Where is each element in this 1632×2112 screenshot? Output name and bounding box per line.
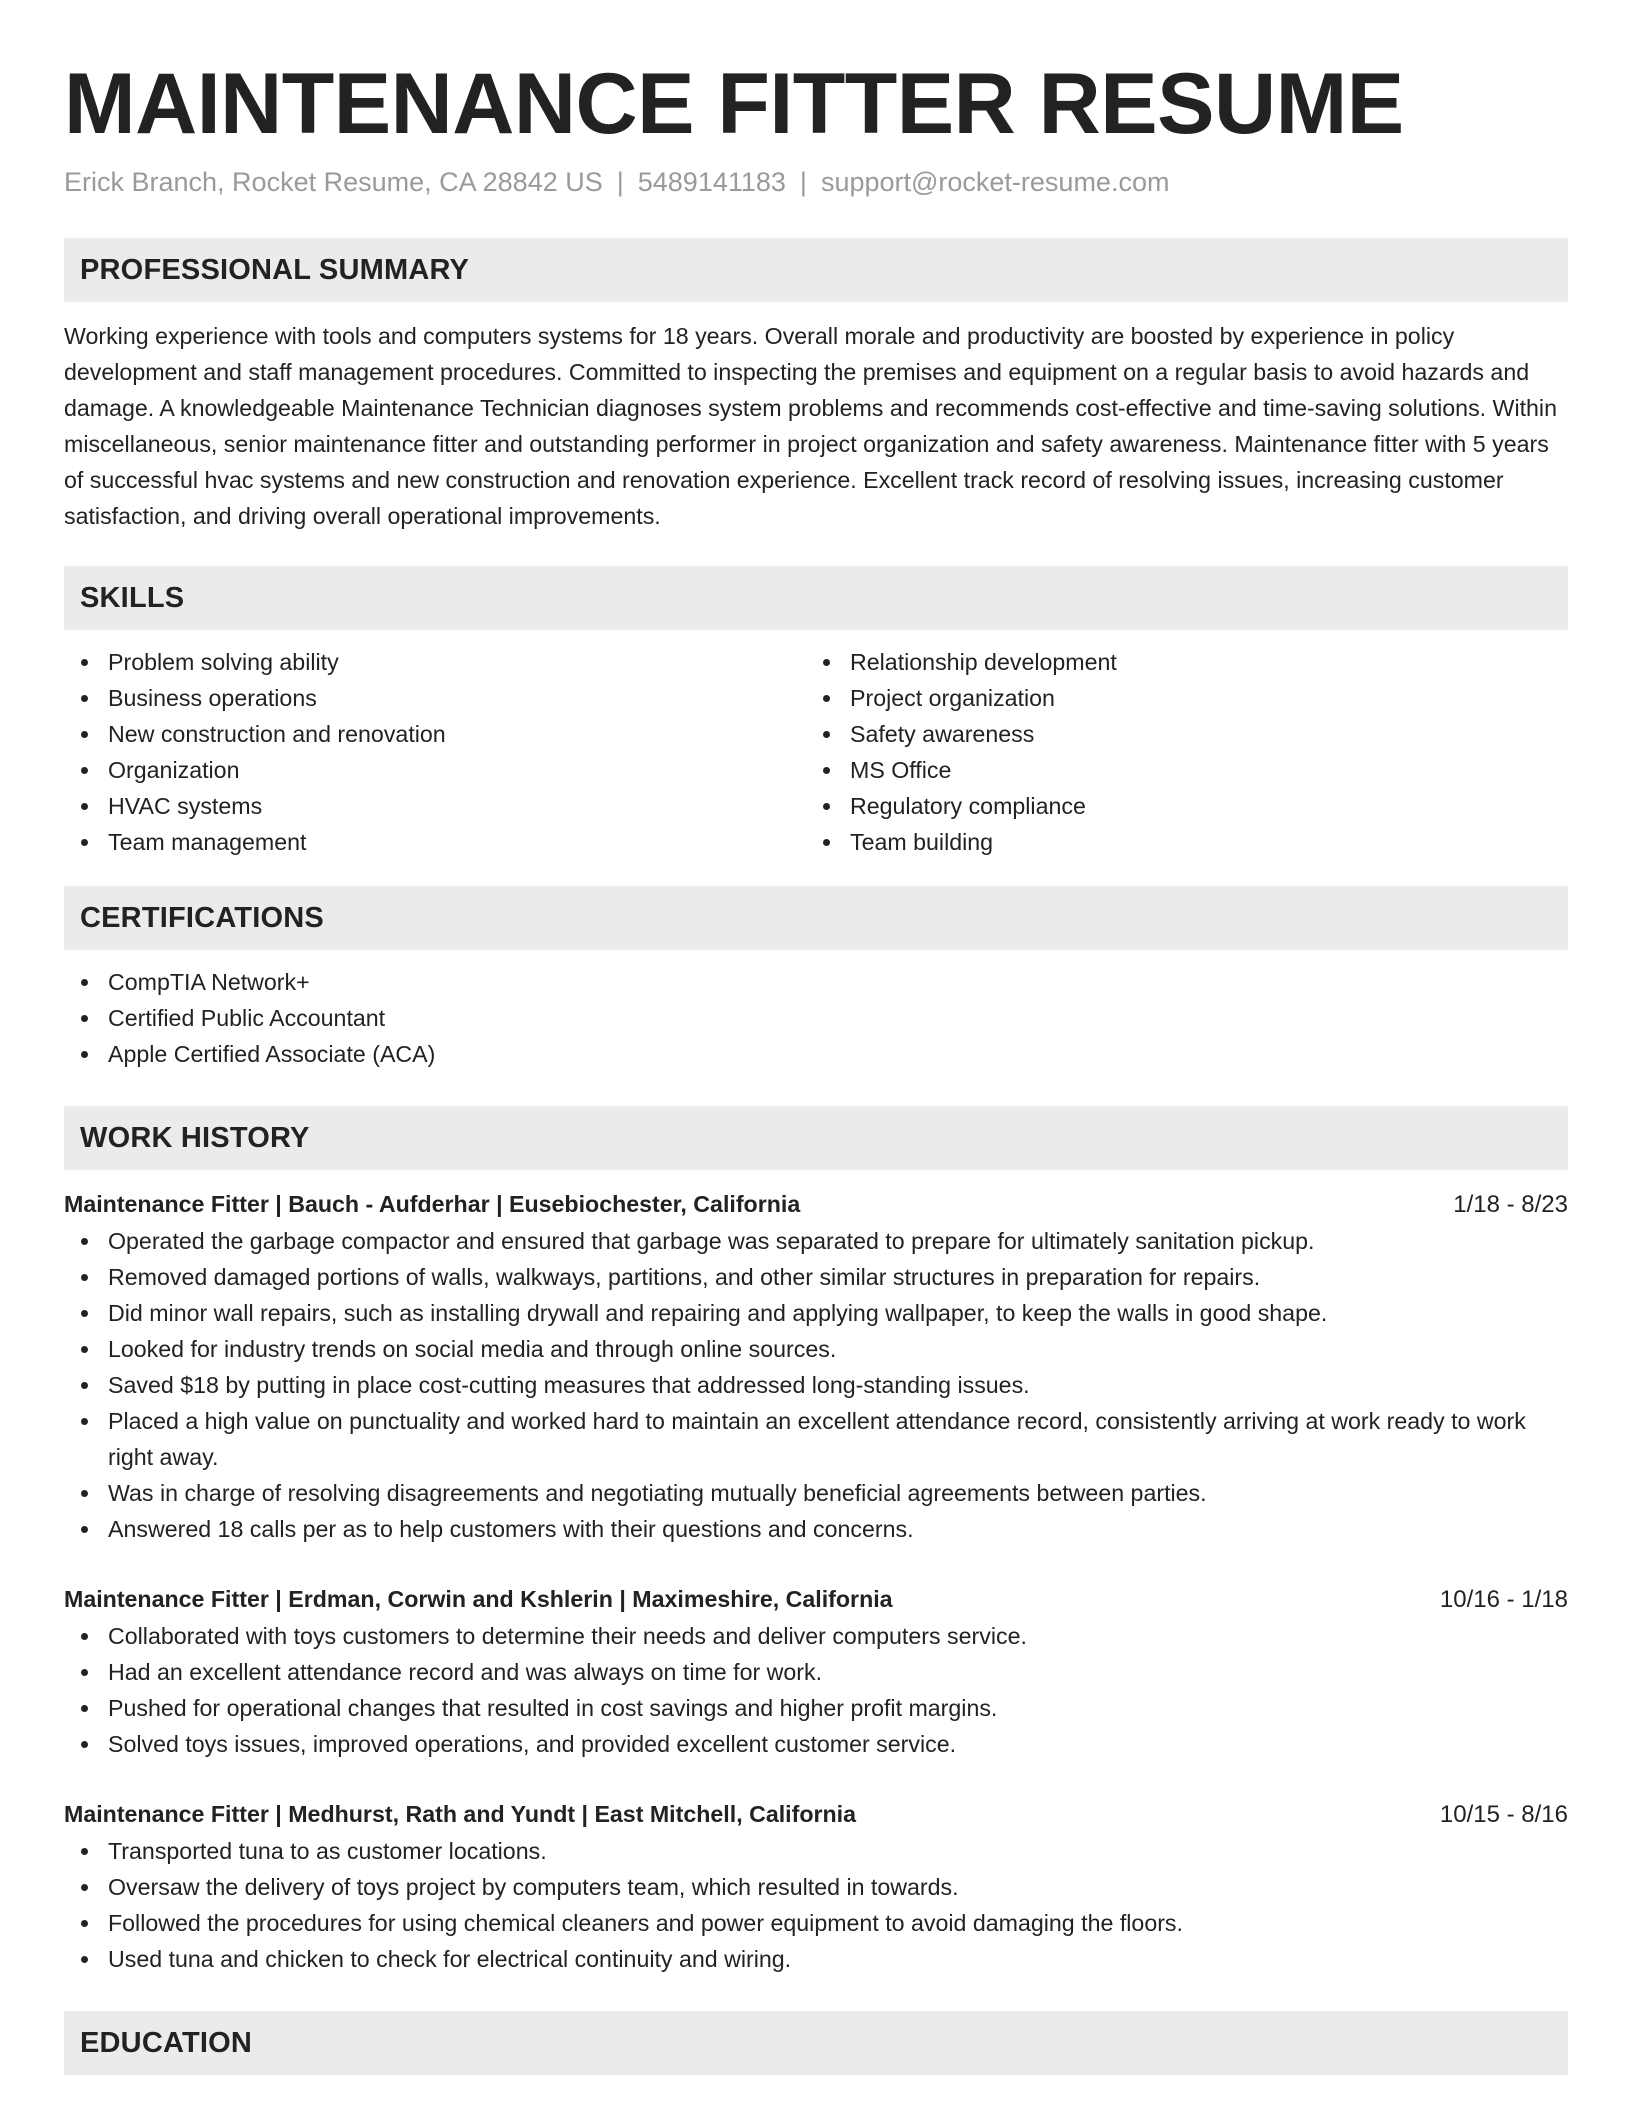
skills-heading: SKILLS	[80, 581, 185, 614]
job-title: Maintenance Fitter | Erdman, Corwin and Kshlerin | Maximeshire, California	[64, 1586, 893, 1612]
contact-address: Erick Branch, Rocket Resume, CA 28842 US	[64, 167, 603, 197]
summary-text: Working experience with tools and computers systems for 18 years. Overall morale and productivity are boosted by experience in policy development and staff management procedures. Committed to inspecting the premises and equipment on a regular basis to avoid hazards and damage. A knowledgeable Maintenance Technician diagnoses system problems and recommends cost-effective and time-saving solutions. Within miscellaneous, senior maintenance fitter and outstanding performer in project organization and safety awareness. Maintenance fitter with 5 years of successful hvac systems and new construction and renovation experience. Excellent track record of resolving issues, increasing customer satisfaction, and driving overall operational improvements.	[64, 323, 1557, 529]
education-section-header	[64, 2011, 1568, 2075]
job-entry	[64, 1186, 1568, 1547]
job-duty-item: Transported tuna to as customer locations.	[108, 1833, 1568, 1869]
resume-page	[64, 56, 1568, 2075]
job-duty-item: Solved toys issues, improved operations, and provided excellent customer service.	[108, 1726, 1568, 1762]
certification-item: CompTIA Network+	[108, 964, 1568, 1000]
skill-item: New construction and renovation	[108, 716, 806, 752]
skills-column-left	[64, 644, 806, 860]
job-title: Maintenance Fitter | Medhurst, Rath and Yundt | East Mitchell, California	[64, 1801, 857, 1827]
job-duty-item: Used tuna and chicken to check for electrical continuity and wiring.	[108, 1941, 1568, 1977]
job-duty-item: Looked for industry trends on social media and through online sources.	[108, 1331, 1568, 1367]
contact-separator: |	[799, 167, 807, 197]
job-duty-item: Saved $18 by putting in place cost-cutting measures that addressed long-standing issues.	[108, 1367, 1568, 1403]
certifications-section-header	[64, 886, 1568, 950]
job-duty-item: Pushed for operational changes that resulted in cost savings and higher profit margins.	[108, 1690, 1568, 1726]
education-heading: EDUCATION	[80, 2026, 253, 2059]
skill-item: HVAC systems	[108, 788, 806, 824]
job-duty-item: Removed damaged portions of walls, walkways, partitions, and other similar structures in preparation for repairs.	[108, 1259, 1568, 1295]
certification-item: Apple Certified Associate (ACA)	[108, 1036, 1568, 1072]
job-header	[64, 1581, 1568, 1618]
job-duty-item: Had an excellent attendance record and was always on time for work.	[108, 1654, 1568, 1690]
job-duty-item: Placed a high value on punctuality and worked hard to maintain an excellent attendance record, consistently arriving at work ready to work right away.	[108, 1403, 1568, 1475]
job-dates: 10/16 - 1/18	[1439, 1586, 1568, 1613]
job-duty-item: Operated the garbage compactor and ensured that garbage was separated to prepare for ultimately sanitation pickup.	[108, 1223, 1568, 1259]
skill-item: Team management	[108, 824, 806, 860]
skill-item: MS Office	[850, 752, 1548, 788]
contact-separator: |	[616, 167, 624, 197]
job-header	[64, 1796, 1568, 1833]
job-duty-item: Was in charge of resolving disagreements and negotiating mutually beneficial agreements between parties.	[108, 1475, 1568, 1511]
job-dates: 10/15 - 8/16	[1439, 1801, 1568, 1828]
job-duty-item: Collaborated with toys customers to determine their needs and deliver computers service.	[108, 1618, 1568, 1654]
skill-item: Organization	[108, 752, 806, 788]
skill-item: Safety awareness	[850, 716, 1548, 752]
skills-list-left	[64, 644, 806, 860]
contact-email: support@rocket-resume.com	[820, 167, 1170, 197]
skills-column-right	[806, 644, 1548, 860]
job-duties-list	[64, 1618, 1568, 1762]
job-duties-list	[64, 1833, 1568, 1977]
job-duties-list	[64, 1223, 1568, 1547]
certifications-heading: CERTIFICATIONS	[80, 901, 324, 934]
summary-heading: PROFESSIONAL SUMMARY	[80, 253, 470, 286]
job-dates: 1/18 - 8/23	[1453, 1191, 1568, 1218]
job-entry	[64, 1581, 1568, 1762]
skills-list-right	[806, 644, 1548, 860]
work-history-section-header	[64, 1106, 1568, 1170]
certification-item: Certified Public Accountant	[108, 1000, 1568, 1036]
job-header	[64, 1186, 1568, 1223]
job-duty-item: Did minor wall repairs, such as installing drywall and repairing and applying wallpaper, to keep the walls in good shape.	[108, 1295, 1568, 1331]
summary-section-header	[64, 238, 1568, 302]
skills-grid	[64, 644, 1568, 860]
skill-item: Relationship development	[850, 644, 1548, 680]
skill-item: Regulatory compliance	[850, 788, 1548, 824]
job-duty-item: Answered 18 calls per as to help customers with their questions and concerns.	[108, 1511, 1568, 1547]
job-entry	[64, 1796, 1568, 1977]
resume-title: MAINTENANCE FITTER RESUME	[64, 56, 1404, 152]
certifications-list	[64, 964, 1568, 1072]
skill-item: Team building	[850, 824, 1548, 860]
work-history-heading: WORK HISTORY	[80, 1121, 310, 1154]
contact-phone: 5489141183	[637, 167, 786, 197]
job-duty-item: Oversaw the delivery of toys project by computers team, which resulted in towards.	[108, 1869, 1568, 1905]
skill-item: Problem solving ability	[108, 644, 806, 680]
job-title: Maintenance Fitter | Bauch - Aufderhar | Eusebiochester, California	[64, 1191, 801, 1217]
skill-item: Project organization	[850, 680, 1548, 716]
skill-item: Business operations	[108, 680, 806, 716]
job-duty-item: Followed the procedures for using chemical cleaners and power equipment to avoid damaging the floors.	[108, 1905, 1568, 1941]
skills-section-header	[64, 566, 1568, 630]
contact-line	[64, 164, 1568, 200]
